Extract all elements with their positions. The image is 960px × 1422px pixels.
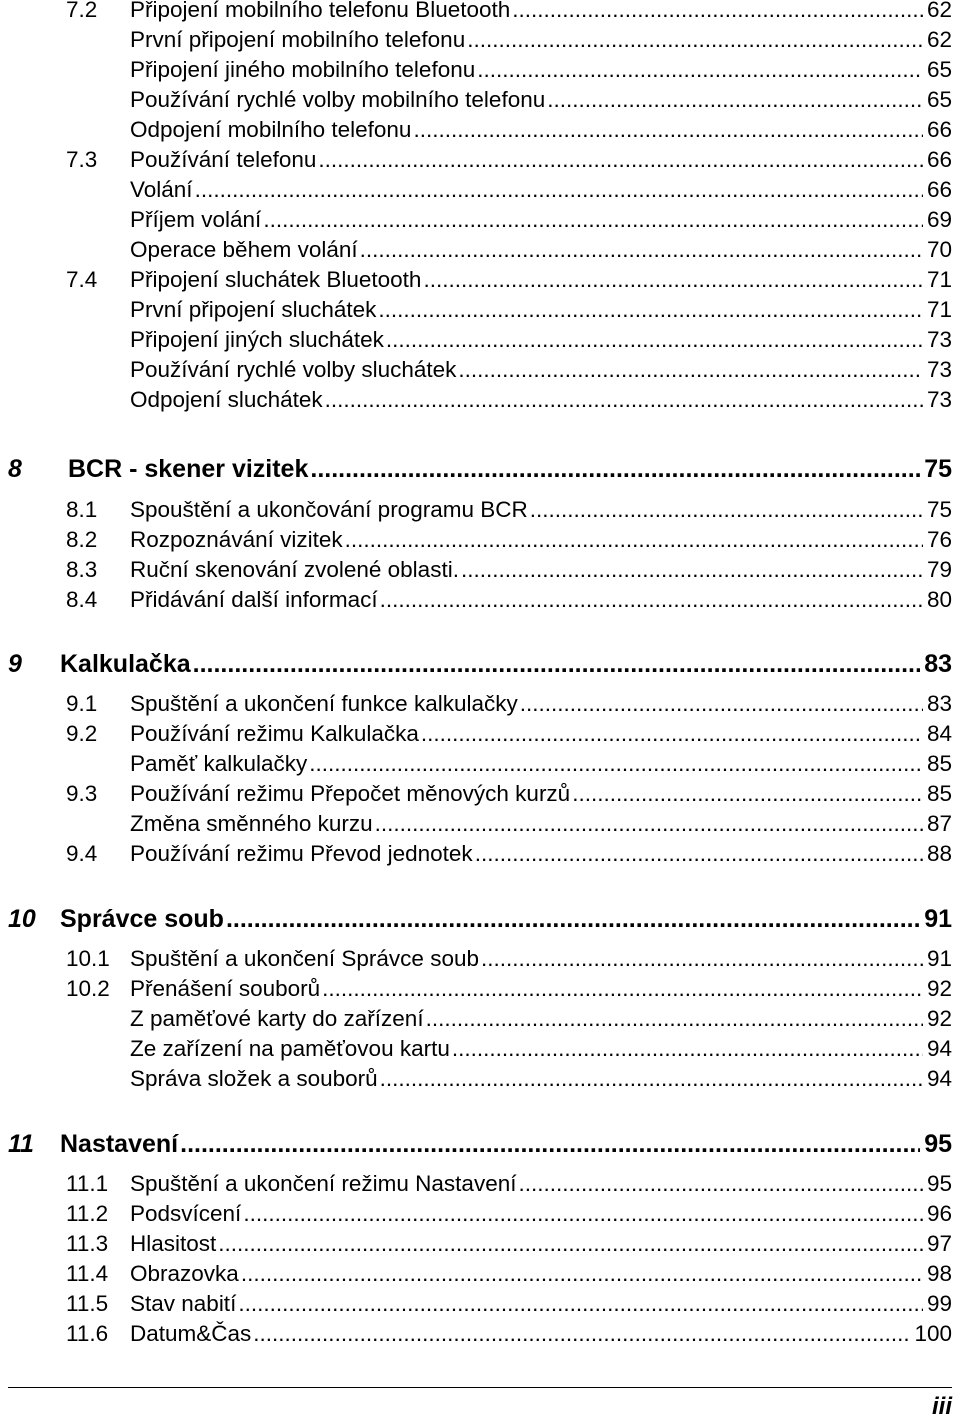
- toc-title: Odpojení mobilního telefonu: [130, 117, 412, 142]
- toc-page: 91: [926, 946, 952, 971]
- toc-title: Rozpoznávání vizitek: [130, 527, 343, 552]
- toc-entry[interactable]: [0, 145, 960, 177]
- toc-page: 75: [924, 455, 952, 483]
- toc-entry[interactable]: [0, 1004, 960, 1036]
- toc-entry[interactable]: [0, 1064, 960, 1096]
- toc-title: Připojení jiného mobilního telefonu: [130, 57, 476, 82]
- toc-page: 94: [926, 1066, 952, 1091]
- toc-page: 95: [926, 1171, 952, 1196]
- toc-title: Ruční skenování zvolené oblasti.: [130, 557, 459, 582]
- toc-page: 65: [926, 57, 952, 82]
- toc-title: Používání telefonu: [130, 147, 317, 172]
- toc-title: První připojení mobilního telefonu: [130, 27, 466, 52]
- dot-leader: [378, 295, 923, 325]
- toc-page: 83: [926, 691, 952, 716]
- dot-leader: [318, 145, 923, 175]
- toc-entry[interactable]: [0, 265, 960, 297]
- toc-page: 62: [926, 27, 952, 52]
- toc-page: 66: [926, 117, 952, 142]
- toc-chapter-number: 10: [8, 905, 36, 933]
- dot-leader: [475, 839, 923, 869]
- toc-title: Připojení jiných sluchátek: [130, 327, 384, 352]
- toc-title: Používání režimu Přepočet měnových kurzů: [130, 781, 571, 806]
- toc-entry[interactable]: [0, 1289, 960, 1321]
- toc-title: Spuštění a ukončení režimu Nastavení: [130, 1171, 517, 1196]
- toc-entry[interactable]: [0, 85, 960, 117]
- dot-leader: [263, 205, 923, 235]
- toc-number: 11.1: [66, 1171, 109, 1196]
- toc-number: 11.3: [66, 1231, 109, 1256]
- toc-entry[interactable]: [0, 115, 960, 147]
- dot-leader: [226, 903, 920, 935]
- dot-leader: [322, 974, 923, 1004]
- toc-title: Obrazovka: [130, 1261, 239, 1286]
- toc-number: 8.2: [66, 527, 98, 552]
- toc-entry[interactable]: [0, 495, 960, 527]
- toc-page: 87: [926, 811, 952, 836]
- toc-chapter[interactable]: [0, 903, 960, 935]
- toc-page: 96: [926, 1201, 952, 1226]
- dot-leader: [413, 115, 923, 145]
- toc-page: 92: [926, 1006, 952, 1031]
- toc-title: Stav nabití: [130, 1291, 237, 1316]
- dot-leader: [512, 0, 923, 25]
- toc-title: Spouštění a ukončování programu BCR: [130, 497, 528, 522]
- toc-number: 9.4: [66, 841, 98, 866]
- toc-entry[interactable]: [0, 555, 960, 587]
- toc-page: 97: [926, 1231, 952, 1256]
- toc-page: 85: [926, 781, 952, 806]
- toc-entry[interactable]: [0, 355, 960, 387]
- footer-rule: [8, 1387, 952, 1388]
- toc-chapter-title: Správce soub: [60, 905, 224, 933]
- toc-entry[interactable]: [0, 1319, 960, 1351]
- dot-leader: [325, 385, 923, 415]
- toc-entry[interactable]: [0, 1169, 960, 1201]
- toc-entry[interactable]: [0, 525, 960, 557]
- dot-leader: [458, 355, 923, 385]
- toc-page: 91: [924, 905, 952, 933]
- toc-entry[interactable]: [0, 205, 960, 237]
- toc-page: 70: [926, 237, 952, 262]
- dot-leader: [193, 648, 921, 680]
- toc-number: 10.1: [66, 946, 110, 971]
- toc-number: 9.1: [66, 691, 98, 716]
- dot-leader: [520, 689, 923, 719]
- toc-page: 98: [926, 1261, 952, 1286]
- toc-title: Správa složek a souborů: [130, 1066, 378, 1091]
- dot-leader: [477, 55, 923, 85]
- toc-title: První připojení sluchátek: [130, 297, 377, 322]
- dot-leader: [426, 1004, 923, 1034]
- dot-leader: [547, 85, 923, 115]
- toc-page: 99: [926, 1291, 952, 1316]
- toc-page: 71: [926, 297, 952, 322]
- toc-entry[interactable]: [0, 385, 960, 417]
- toc-page: 88: [926, 841, 952, 866]
- toc-page: 73: [926, 357, 952, 382]
- toc-entry[interactable]: [0, 1034, 960, 1066]
- toc-title: Podsvícení: [130, 1201, 242, 1226]
- toc-title: Přidávání další informací: [130, 587, 378, 612]
- dot-leader: [380, 1064, 923, 1094]
- toc-number: 8.4: [66, 587, 98, 612]
- toc-entry[interactable]: [0, 719, 960, 751]
- toc-entry[interactable]: [0, 809, 960, 841]
- dot-leader: [386, 325, 923, 355]
- toc-page: 84: [926, 721, 952, 746]
- toc-number: 9.2: [66, 721, 98, 746]
- toc-page: 65: [926, 87, 952, 112]
- toc-entry[interactable]: [0, 585, 960, 617]
- toc-entry[interactable]: [0, 55, 960, 87]
- toc-chapter[interactable]: [0, 1128, 960, 1160]
- toc-page: 79: [926, 557, 952, 582]
- dot-leader: [380, 585, 923, 615]
- toc-page: 66: [926, 147, 952, 172]
- toc-entry[interactable]: [0, 295, 960, 327]
- toc-entry[interactable]: [0, 1259, 960, 1291]
- toc-entry[interactable]: [0, 944, 960, 976]
- toc-title: Volání: [130, 177, 193, 202]
- toc-chapter[interactable]: [0, 453, 960, 485]
- toc-number: 11.5: [66, 1291, 109, 1316]
- toc-chapter[interactable]: [0, 648, 960, 680]
- toc-number: 8.3: [66, 557, 98, 582]
- dot-leader: [253, 1319, 910, 1349]
- toc-chapter-title: Kalkulačka: [60, 650, 191, 678]
- toc-entry[interactable]: [0, 1199, 960, 1231]
- toc-number: 11.6: [66, 1321, 109, 1346]
- dot-leader: [375, 809, 923, 839]
- toc-title: Ze zařízení na paměťovou kartu: [130, 1036, 450, 1061]
- dot-leader: [467, 25, 923, 55]
- toc-chapter-number: 8: [8, 455, 22, 483]
- toc-page: 95: [924, 1130, 952, 1158]
- toc-number: 11.2: [66, 1201, 109, 1226]
- toc-chapter-number: 9: [8, 650, 22, 678]
- toc-title: Používání režimu Kalkulačka: [130, 721, 419, 746]
- toc-title: Paměť kalkulačky: [130, 751, 308, 776]
- dot-leader: [481, 944, 923, 974]
- dot-leader: [243, 1199, 923, 1229]
- toc-page: 69: [926, 207, 952, 232]
- toc-page: 80: [926, 587, 952, 612]
- toc-entry[interactable]: [0, 779, 960, 811]
- toc-page: 83: [924, 650, 952, 678]
- dot-leader: [241, 1259, 923, 1289]
- toc-page: 100: [914, 1321, 952, 1346]
- toc-page: 85: [926, 751, 952, 776]
- toc-number: 7.4: [66, 267, 98, 292]
- toc-page: 62: [926, 0, 952, 22]
- toc-page: 66: [926, 177, 952, 202]
- toc-entry[interactable]: [0, 25, 960, 57]
- dot-leader: [218, 1229, 923, 1259]
- toc-title: Operace během volání: [130, 237, 358, 262]
- toc-number: 7.3: [66, 147, 98, 172]
- toc-title: Hlasitost: [130, 1231, 217, 1256]
- toc-page: 76: [926, 527, 952, 552]
- dot-leader: [310, 453, 920, 485]
- dot-leader: [360, 235, 923, 265]
- dot-leader: [530, 495, 923, 525]
- toc-entry[interactable]: [0, 1229, 960, 1261]
- toc-number: 9.3: [66, 781, 98, 806]
- toc-entry[interactable]: [0, 325, 960, 357]
- toc-entry[interactable]: [0, 235, 960, 267]
- dot-leader: [452, 1034, 923, 1064]
- toc-page: 92: [926, 976, 952, 1001]
- toc-number: 7.2: [66, 0, 98, 22]
- toc-number: 10.2: [66, 976, 110, 1001]
- toc-title: Příjem volání: [130, 207, 262, 232]
- toc-page: 75: [926, 497, 952, 522]
- toc-title: Spuštění a ukončení funkce kalkulačky: [130, 691, 518, 716]
- dot-leader: [518, 1169, 923, 1199]
- dot-leader: [421, 719, 923, 749]
- dot-leader: [309, 749, 923, 779]
- toc-page: 94: [926, 1036, 952, 1061]
- toc-number: 8.1: [66, 497, 98, 522]
- dot-leader: [238, 1289, 923, 1319]
- toc-entry[interactable]: [0, 175, 960, 207]
- toc-title: Z paměťové karty do zařízení: [130, 1006, 424, 1031]
- toc-chapter-number: 11: [8, 1130, 34, 1158]
- toc-title: Připojení mobilního telefonu Bluetooth: [130, 0, 511, 22]
- footer-page-number: iii: [931, 1393, 952, 1420]
- dot-leader: [180, 1128, 920, 1160]
- toc-page: 73: [926, 327, 952, 352]
- toc-page: 71: [926, 267, 952, 292]
- dot-leader: [572, 779, 923, 809]
- toc-title: Změna směnného kurzu: [130, 811, 373, 836]
- toc-title: Datum&Čas: [130, 1321, 252, 1346]
- toc-entry[interactable]: [0, 974, 960, 1006]
- dot-leader: [461, 555, 923, 585]
- toc-chapter-title: BCR - skener vizitek: [68, 455, 309, 483]
- toc-entry[interactable]: [0, 689, 960, 721]
- dot-leader: [423, 265, 923, 295]
- toc-title: Používání režimu Převod jednotek: [130, 841, 473, 866]
- toc-title: Používání rychlé volby sluchátek: [130, 357, 457, 382]
- toc-title: Používání rychlé volby mobilního telefonu: [130, 87, 546, 112]
- toc-title: Odpojení sluchátek: [130, 387, 323, 412]
- toc-chapter-title: Nastavení: [60, 1130, 179, 1158]
- dot-leader: [345, 525, 923, 555]
- toc-number: 11.4: [66, 1261, 109, 1286]
- toc-page: 73: [926, 387, 952, 412]
- toc-title: Přenášení souborů: [130, 976, 321, 1001]
- toc-entry[interactable]: [0, 0, 960, 27]
- toc-title: Připojení sluchátek Bluetooth: [130, 267, 422, 292]
- toc-entry[interactable]: [0, 749, 960, 781]
- dot-leader: [195, 175, 923, 205]
- toc-entry[interactable]: [0, 839, 960, 871]
- toc-title: Spuštění a ukončení Správce soub: [130, 946, 479, 971]
